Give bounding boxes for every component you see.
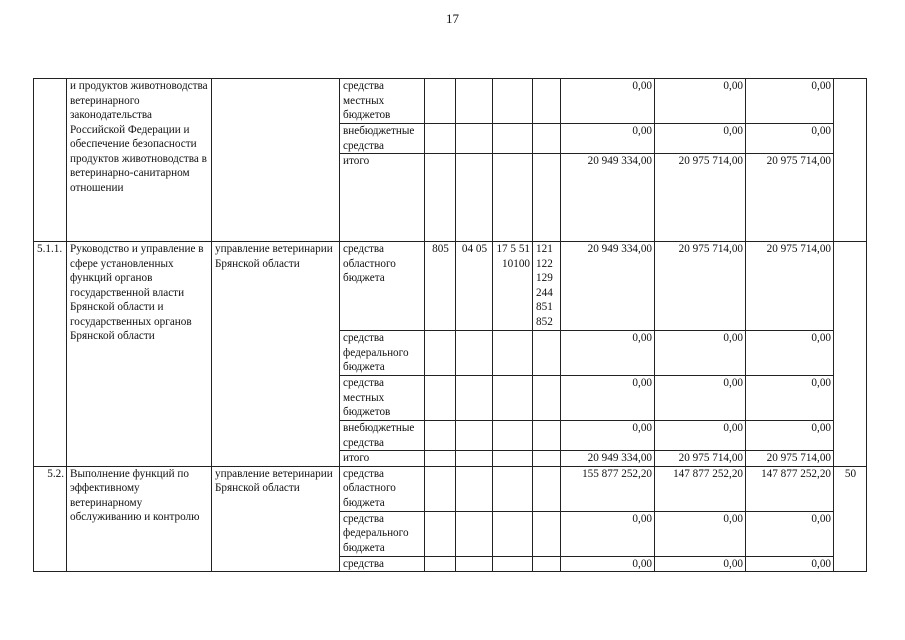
amount-year2-cell: 0,00 [655,511,746,556]
csr-cell [493,466,533,511]
amount-year2-cell: 0,00 [655,376,746,421]
vr-cell [533,154,561,242]
amount-year2-cell: 0,00 [655,556,746,572]
funding-source-cell: средства местных бюджетов [340,79,425,124]
amount-year2-cell: 0,00 [655,331,746,376]
rzpr-cell [456,154,493,242]
amount-year1-cell: 0,00 [561,331,655,376]
vr-cell [533,331,561,376]
rzpr-cell [456,124,493,154]
executor-cell: управление ветеринарии Брянской области [212,466,340,572]
amount-year2-cell: 0,00 [655,79,746,124]
rzpr-cell [456,466,493,511]
row-number-cell: 5.1.1. [34,242,67,467]
vr-cell [533,466,561,511]
rzpr-cell [456,556,493,572]
grbs-cell [425,451,456,467]
grbs-cell [425,79,456,124]
grbs-cell [425,466,456,511]
grbs-cell [425,556,456,572]
funding-source-cell: средства местных бюджетов [340,376,425,421]
rzpr-cell: 04 05 [456,242,493,331]
vr-cell [533,124,561,154]
target-indicator-cell [834,242,867,467]
budget-table [33,78,867,572]
executor-cell: управление ветеринарии Брянской области [212,242,340,467]
row-number-cell: 5.2. [34,466,67,572]
amount-year2-cell: 147 877 252,20 [655,466,746,511]
target-indicator-cell [834,79,867,242]
grbs-cell [425,331,456,376]
rzpr-cell [456,331,493,376]
grbs-cell [425,376,456,421]
page-number: 17 [446,11,459,26]
funding-source-cell: внебюджетные средства [340,124,425,154]
rzpr-cell [456,511,493,556]
vr-cell: 121 122 129 244 851 852 [533,242,561,331]
table-row [34,242,867,331]
csr-cell [493,79,533,124]
csr-cell [493,376,533,421]
activity-name-cell: Руководство и управление в сфере установленных функций органов государственной власти Брянской области и государственных органов Брянской области [67,242,212,467]
amount-year2-cell: 20 975 714,00 [655,242,746,331]
grbs-cell: 805 [425,242,456,331]
amount-year3-cell: 0,00 [746,421,834,451]
table-row [34,79,867,124]
csr-cell [493,124,533,154]
amount-year1-cell: 0,00 [561,124,655,154]
csr-cell [493,556,533,572]
csr-cell [493,154,533,242]
csr-cell [493,451,533,467]
amount-year2-cell: 20 975 714,00 [655,451,746,467]
amount-year3-cell: 0,00 [746,79,834,124]
grbs-cell [425,421,456,451]
funding-source-cell: средства федерального бюджета [340,331,425,376]
amount-year1-cell: 0,00 [561,511,655,556]
amount-year1-cell: 20 949 334,00 [561,154,655,242]
row-number-cell [34,79,67,242]
funding-source-cell: внебюджетные средства [340,421,425,451]
amount-year1-cell: 0,00 [561,421,655,451]
amount-year3-cell: 147 877 252,20 [746,466,834,511]
funding-source-cell: итого [340,154,425,242]
amount-year3-cell: 0,00 [746,511,834,556]
grbs-cell [425,154,456,242]
funding-source-cell: средства областного бюджета [340,466,425,511]
vr-cell [533,556,561,572]
rzpr-cell [456,451,493,467]
table-row [34,466,867,511]
amount-year2-cell: 0,00 [655,124,746,154]
activity-name-cell: и продуктов животноводства ветеринарного законодательства Российской Федерации и обеспечение безопасности продуктов животноводства в ветеринарно-санитарном отношении [67,79,212,242]
csr-cell [493,511,533,556]
amount-year3-cell: 20 975 714,00 [746,242,834,331]
csr-cell [493,421,533,451]
rzpr-cell [456,79,493,124]
amount-year1-cell: 0,00 [561,79,655,124]
csr-cell: 17 5 51 10100 [493,242,533,331]
amount-year1-cell: 0,00 [561,556,655,572]
vr-cell [533,79,561,124]
amount-year3-cell: 0,00 [746,124,834,154]
amount-year3-cell: 0,00 [746,331,834,376]
amount-year2-cell: 0,00 [655,421,746,451]
amount-year1-cell: 20 949 334,00 [561,242,655,331]
vr-cell [533,451,561,467]
amount-year3-cell: 20 975 714,00 [746,154,834,242]
amount-year3-cell: 0,00 [746,376,834,421]
amount-year1-cell: 0,00 [561,376,655,421]
funding-source-cell: средства [340,556,425,572]
rzpr-cell [456,421,493,451]
grbs-cell [425,511,456,556]
funding-source-cell: средства областного бюджета [340,242,425,331]
vr-cell [533,376,561,421]
csr-cell [493,331,533,376]
funding-source-cell: средства федерального бюджета [340,511,425,556]
vr-cell [533,421,561,451]
amount-year3-cell: 20 975 714,00 [746,451,834,467]
target-indicator-cell: 50 [834,466,867,572]
activity-name-cell: Выполнение функций по эффективному ветеринарному обслуживанию и контролю [67,466,212,572]
amount-year1-cell: 20 949 334,00 [561,451,655,467]
amount-year1-cell: 155 877 252,20 [561,466,655,511]
funding-source-cell: итого [340,451,425,467]
rzpr-cell [456,376,493,421]
amount-year2-cell: 20 975 714,00 [655,154,746,242]
grbs-cell [425,124,456,154]
amount-year3-cell: 0,00 [746,556,834,572]
executor-cell [212,79,340,242]
vr-cell [533,511,561,556]
